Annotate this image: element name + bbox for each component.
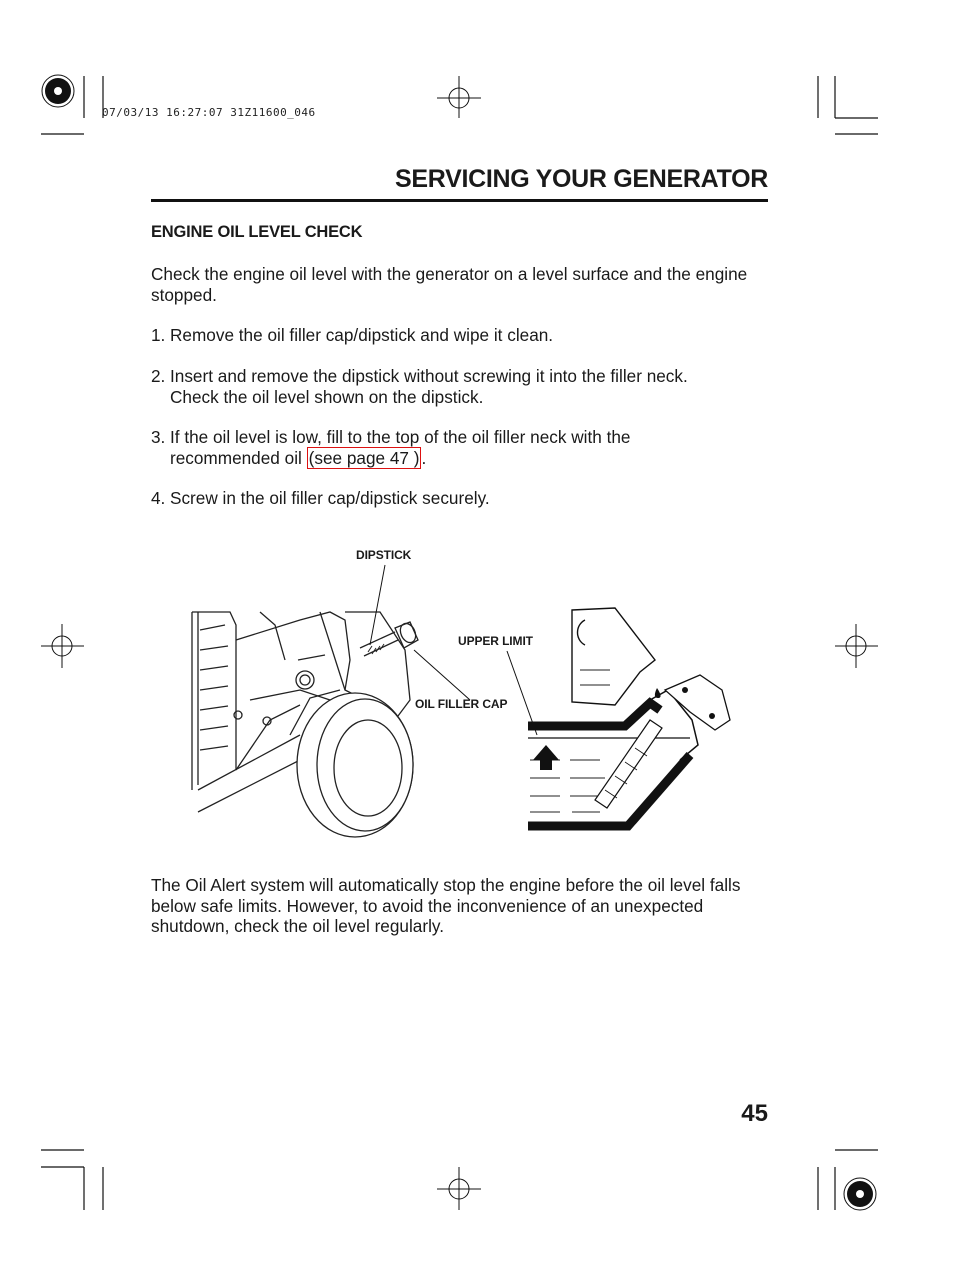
step-1: [151, 325, 781, 346]
step-text-line: Check the oil level shown on the dipstick.: [170, 386, 484, 407]
step-text-line: If the oil level is low, fill to the top of the oil filler neck with the: [170, 427, 631, 447]
print-stamp: 07/03/13 16:27:07 31Z11600_046: [102, 106, 316, 119]
oil-level-illustration: [528, 608, 730, 826]
label-upper-limit: UPPER LIMIT: [458, 634, 533, 648]
title-rule: [151, 199, 768, 202]
step-text: Screw in the oil filler cap/dipstick securely.: [170, 488, 490, 508]
step-4: [151, 488, 781, 509]
step-text: Remove the oil filler cap/dipstick and wipe it clean.: [170, 325, 554, 345]
step-3: [151, 427, 781, 468]
step-text: [170, 366, 781, 407]
step-text-line: Insert and remove the dipstick without screwing it into the filler neck.: [170, 366, 688, 386]
step-2: [151, 366, 781, 407]
registration-target-top-left: [42, 75, 84, 118]
step-text-line: .: [421, 447, 427, 468]
step-number: 1.: [151, 325, 166, 345]
registration-cross-bottom: [437, 1167, 481, 1210]
step-number: 3.: [151, 427, 166, 447]
section-title: SERVICING YOUR GENERATOR: [395, 165, 768, 193]
crop-mark-bottom-left: [41, 1150, 103, 1210]
page-number: 45: [741, 1100, 768, 1127]
crop-mark-top-right: [818, 76, 878, 134]
subheading: ENGINE OIL LEVEL CHECK: [151, 223, 363, 241]
registration-cross-top: [437, 76, 481, 118]
registration-target-bottom-right: [844, 1178, 876, 1210]
see-page-link[interactable]: (see page 47 ): [308, 447, 420, 468]
label-oil-filler-cap: OIL FILLER CAP: [415, 697, 508, 711]
step-text: [170, 427, 781, 468]
label-dipstick: DIPSTICK: [356, 548, 412, 562]
generator-illustration: [192, 612, 419, 837]
step-number: 4.: [151, 488, 166, 508]
registration-cross-right: [835, 624, 878, 668]
intro-paragraph: Check the engine oil level with the generator on a level surface and the engine stopped.: [151, 264, 748, 305]
step-text-line: recommended oil: [170, 447, 307, 468]
registration-cross-left: [41, 624, 84, 668]
step-number: 2.: [151, 366, 166, 386]
closing-paragraph: The Oil Alert system will automatically stop the engine before the oil level falls below safe limits. However, to avoid the inconvenience of an unexpected shutdown, check the oil level regularly.: [151, 875, 741, 936]
